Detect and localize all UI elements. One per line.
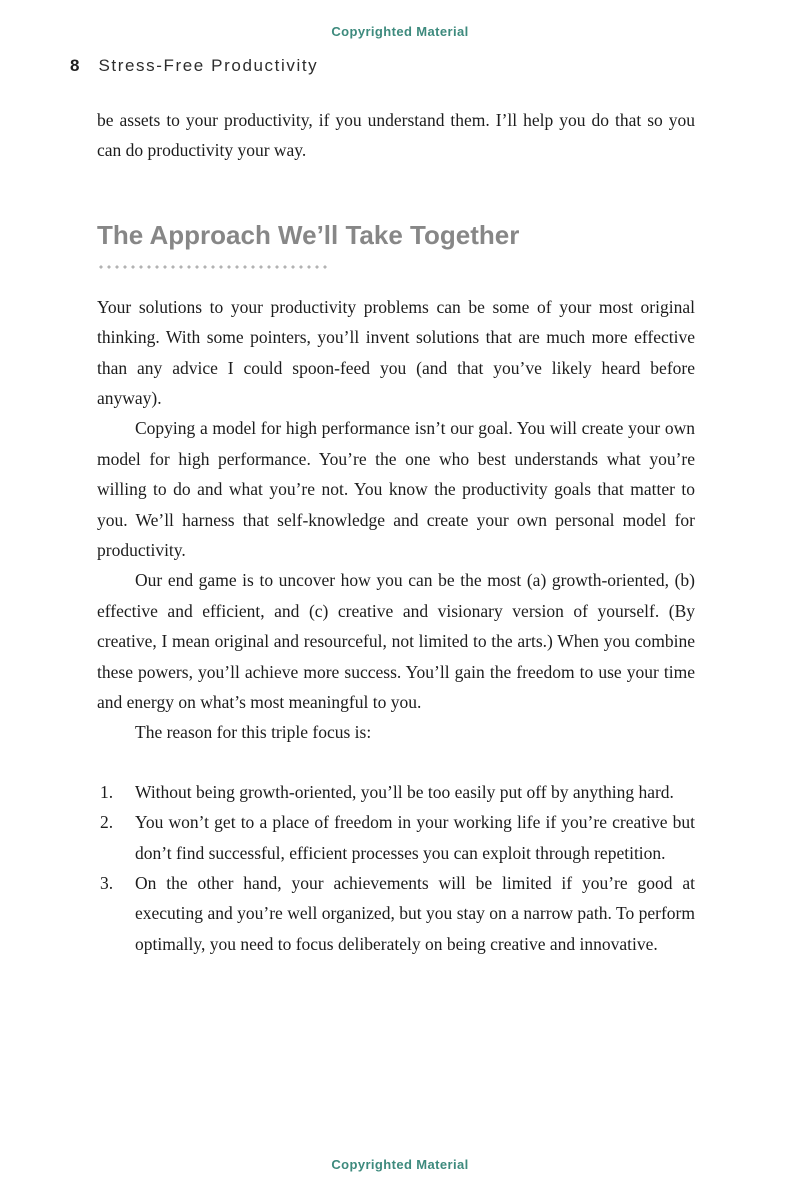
- list-item-number: 1.: [100, 781, 114, 802]
- paragraph: The reason for this triple focus is:: [135, 722, 372, 743]
- copyright-banner-bottom: Copyrighted Material: [331, 1157, 469, 1172]
- list-item: [97, 868, 695, 959]
- list-item-text: You won’t get to a place of freedom in your working life if you’re creative but don’t find successful, efficient processes you can exploit through repetition.: [135, 812, 695, 863]
- list-item-text: Without being growth-oriented, you’ll be too easily put off by anything hard.: [135, 781, 674, 802]
- list-item: [97, 807, 695, 868]
- intro-paragraph: be assets to your productivity, if you understand them. I’ll help you do that so you can do productivity your way.: [97, 110, 695, 161]
- section-heading: The Approach We’ll Take Together: [97, 219, 520, 250]
- page-number: 8: [70, 56, 80, 75]
- list-item: [97, 777, 695, 807]
- paragraph: Your solutions to your productivity problems can be some of your most original thinking. With some pointers, you’ll invent solutions that are much more effective than any advice I could spoon-feed you (and that you’ve likely heard before anyway).: [97, 296, 695, 408]
- list-item-number: 2.: [100, 812, 114, 833]
- running-header: [70, 56, 800, 76]
- paragraph: Copying a model for high performance isn’t our goal. You will create your own model for high performance. You’re the one who best understands what you’re willing to do and what you’re not. You know the productivity goals that matter to you. We’ll harness that self-knowledge and create your own personal model for productivity.: [97, 418, 695, 560]
- paragraph: Our end game is to uncover how you can be the most (a) growth-oriented, (b) effective and efficient, and (c) creative and visionary version of yourself. (By creative, I mean original and resourceful, not limited to the arts.) When you combine these powers, you’ll achieve more success. You’ll gain the freedom to use your time and energy on what’s most meaningful to you.: [97, 570, 695, 712]
- copyright-banner-top: Copyrighted Material: [331, 24, 469, 39]
- section-body: [97, 292, 695, 748]
- list-item-text: On the other hand, your achievements will be limited if you’re good at executing and you’re well organized, but you stay on a narrow path. To perform optimally, you need to focus deliberately on being creative and innovative.: [135, 873, 695, 954]
- dotted-rule: [97, 265, 331, 269]
- book-title: Stress-Free Productivity: [98, 56, 319, 75]
- list-item-number: 3.: [100, 873, 114, 894]
- numbered-list: [97, 777, 695, 959]
- page-content: [97, 105, 695, 959]
